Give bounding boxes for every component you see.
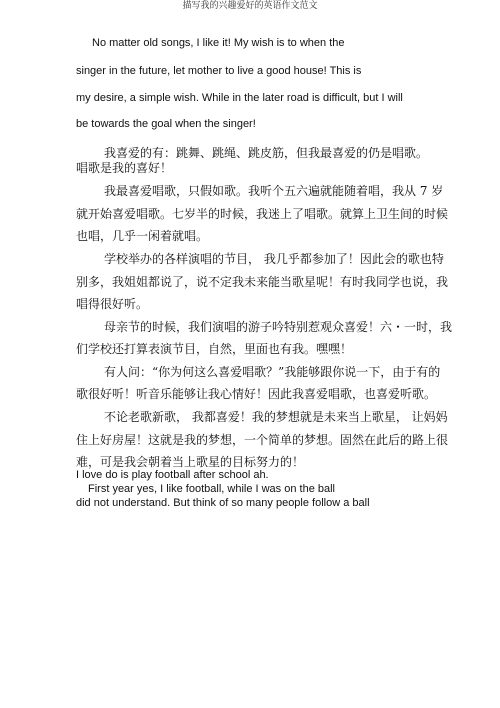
chinese-line-8: 唱得很好听。	[76, 297, 149, 311]
chinese-line-11: 有人问：“你为何这么喜爱唱歌？”我能够跟你说一下，由于有的	[104, 365, 441, 379]
chinese-line-6: 学校举办的各样演唱的节目， 我几乎都参加了！因此会的歌也特	[104, 252, 444, 266]
chinese-line-1: 我喜爱的有：跳舞、跳绳、跳皮筋，但我最喜爱的仍是唱歌。	[104, 146, 429, 160]
english-intro-line-3: my desire, a simple wish. While in the later road is difficult, but I will	[76, 92, 403, 104]
document-header: 描写我的兴趣爱好的英语作文范文	[182, 1, 318, 11]
chinese-line-15: 难，可是我会朝着当上歌星的目标努力的！	[76, 455, 305, 469]
chinese-line-10: 们学校还打算表演节目，自然，里面也有我。嘿嘿！	[76, 342, 353, 356]
chinese-line-3: 我最喜爱唱歌，只假如歌。我听个五六遍就能随着唱，我从 7 岁	[104, 184, 444, 198]
english-outro-line-3: did not understand. But think of so many people follow a ball	[76, 497, 370, 509]
chinese-line-7: 别多，我姐姐都说了，说不定我未来能当歌星呢！有时我同学也说，我	[76, 275, 449, 289]
english-intro-line-4: be towards the goal when the singer!	[76, 118, 256, 130]
chinese-line-14: 住上好房屋！这就是我的梦想，一个简单的梦想。固然在此后的路上很	[76, 433, 449, 447]
chinese-line-2: 唱歌是我的喜好！	[76, 161, 173, 175]
english-intro-line-1: No matter old songs, I like it! My wish is to when the	[92, 37, 345, 49]
english-outro-line-1: I love do is play football after school ah.	[76, 469, 269, 481]
english-intro-line-2: singer in the future, let mother to live a good house! This is	[76, 65, 362, 77]
chinese-line-13: 不论老歌新歌， 我都喜爱！我的梦想就是未来当上歌星， 让妈妈	[104, 410, 448, 424]
chinese-line-5: 也唱，几乎一闲着就唱。	[76, 229, 209, 243]
chinese-line-9: 母亲节的时候，我们演唱的游子吟特别惹观众喜爱！六・一时，我	[104, 320, 453, 334]
chinese-line-12: 歌很好听！听音乐能够让我心情好！因此我喜爱唱歌，也喜爱听歌。	[76, 387, 437, 401]
english-outro-line-2: First year yes, I like football, while I was on the ball	[88, 483, 335, 495]
chinese-line-4: 就开始喜爱唱歌。七岁半的时候，我迷上了唱歌。就算上卫生间的时候	[76, 207, 449, 221]
